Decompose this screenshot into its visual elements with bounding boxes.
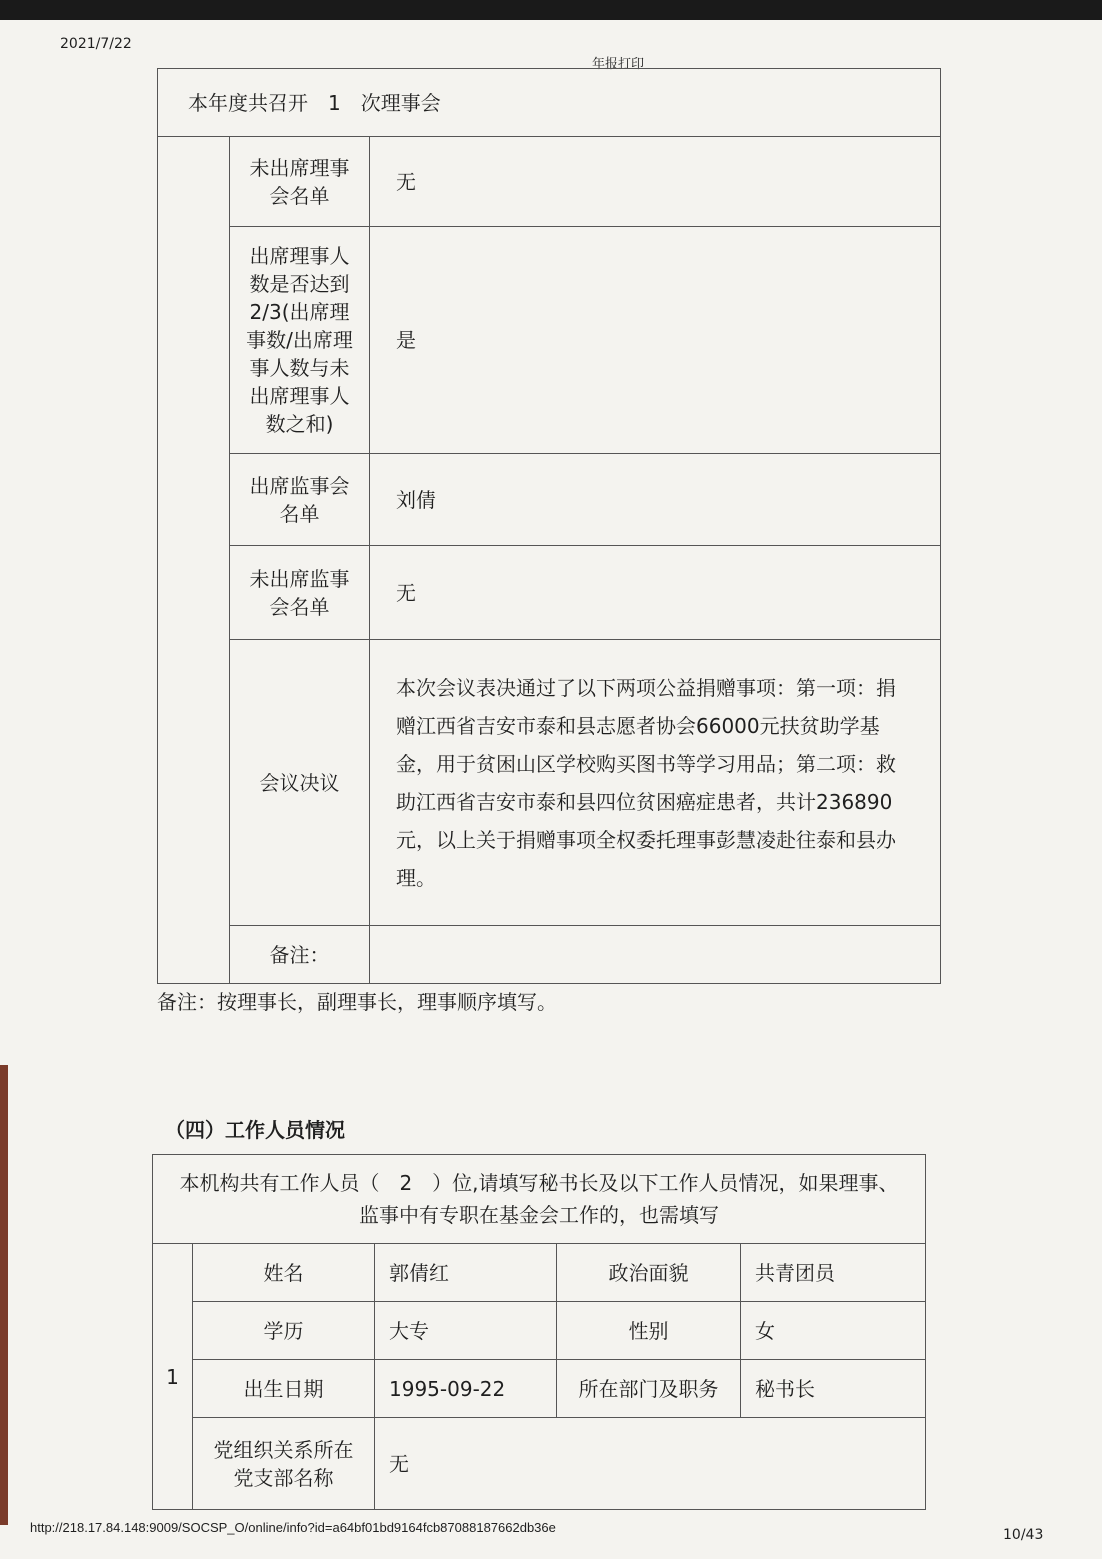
party-branch-value: 无 [375,1418,926,1510]
gender-value: 女 [741,1302,926,1360]
quorum-label: 出席理事人数是否达到2/3(出席理事数/出席理事人数与未出席理事人数之和) [230,227,370,454]
scan-left-edge [0,1065,8,1525]
present-supervisors-label: 出席监事会名单 [230,454,370,546]
department-label: 所在部门及职务 [557,1360,741,1418]
staff-intro: 本机构共有工作人员（ 2 ）位,请填写秘书长及以下工作人员情况，如果理事、监事中有专职在基金会工作的，也需填写 [153,1155,926,1244]
education-label: 学历 [193,1302,375,1360]
table-footnote: 备注：按理事长，副理事长，理事顺序填写。 [157,990,557,1014]
print-title: 年报打印 [592,57,645,72]
present-supervisors-value: 刘倩 [370,454,941,546]
quorum-value: 是 [370,227,941,454]
remarks-value [370,926,941,984]
meeting-side-cell [158,137,230,984]
birthdate-label: 出生日期 [193,1360,375,1418]
remarks-label: 备注： [230,926,370,984]
gender-label: 性别 [557,1302,741,1360]
resolution-value: 本次会议表决通过了以下两项公益捐赠事项：第一项：捐赠江西省吉安市泰和县志愿者协会66000元扶贫助学基金，用于贫困山区学校购买图书等学习用品；第二项：救助江西省吉安市泰和县四位贫困癌症患者，共计236890元，以上关于捐赠事项全权委托理事彭慧凌赴往泰和县办理。 [370,640,941,926]
absent-supervisors-value: 无 [370,546,941,640]
print-date: 2021/7/22 [60,36,132,52]
name-value: 郭倩红 [375,1244,557,1302]
staff-table [152,1154,926,1510]
section-heading: （四）工作人员情况 [165,1118,345,1142]
board-meeting-table [157,68,941,984]
staff-index: 1 [153,1244,193,1510]
scan-top-edge [0,0,1102,20]
absent-supervisors-label: 未出席监事会名单 [230,546,370,640]
footer-url: http://218.17.84.148:9009/SOCSP_O/online/info?id=a64bf01bd9164fcb87088187662db36e [30,1520,556,1535]
education-value: 大专 [375,1302,557,1360]
political-status-value: 共青团员 [741,1244,926,1302]
name-label: 姓名 [193,1244,375,1302]
meeting-count: 本年度共召开 1 次理事会 [158,69,941,137]
resolution-label: 会议决议 [230,640,370,926]
party-branch-label: 党组织关系所在党支部名称 [193,1418,375,1510]
political-status-label: 政治面貌 [557,1244,741,1302]
page-number: 10/43 [1003,1527,1044,1543]
birthdate-value: 1995-09-22 [375,1360,557,1418]
department-value: 秘书长 [741,1360,926,1418]
absent-directors-label: 未出席理事会名单 [230,137,370,227]
absent-directors-value: 无 [370,137,941,227]
